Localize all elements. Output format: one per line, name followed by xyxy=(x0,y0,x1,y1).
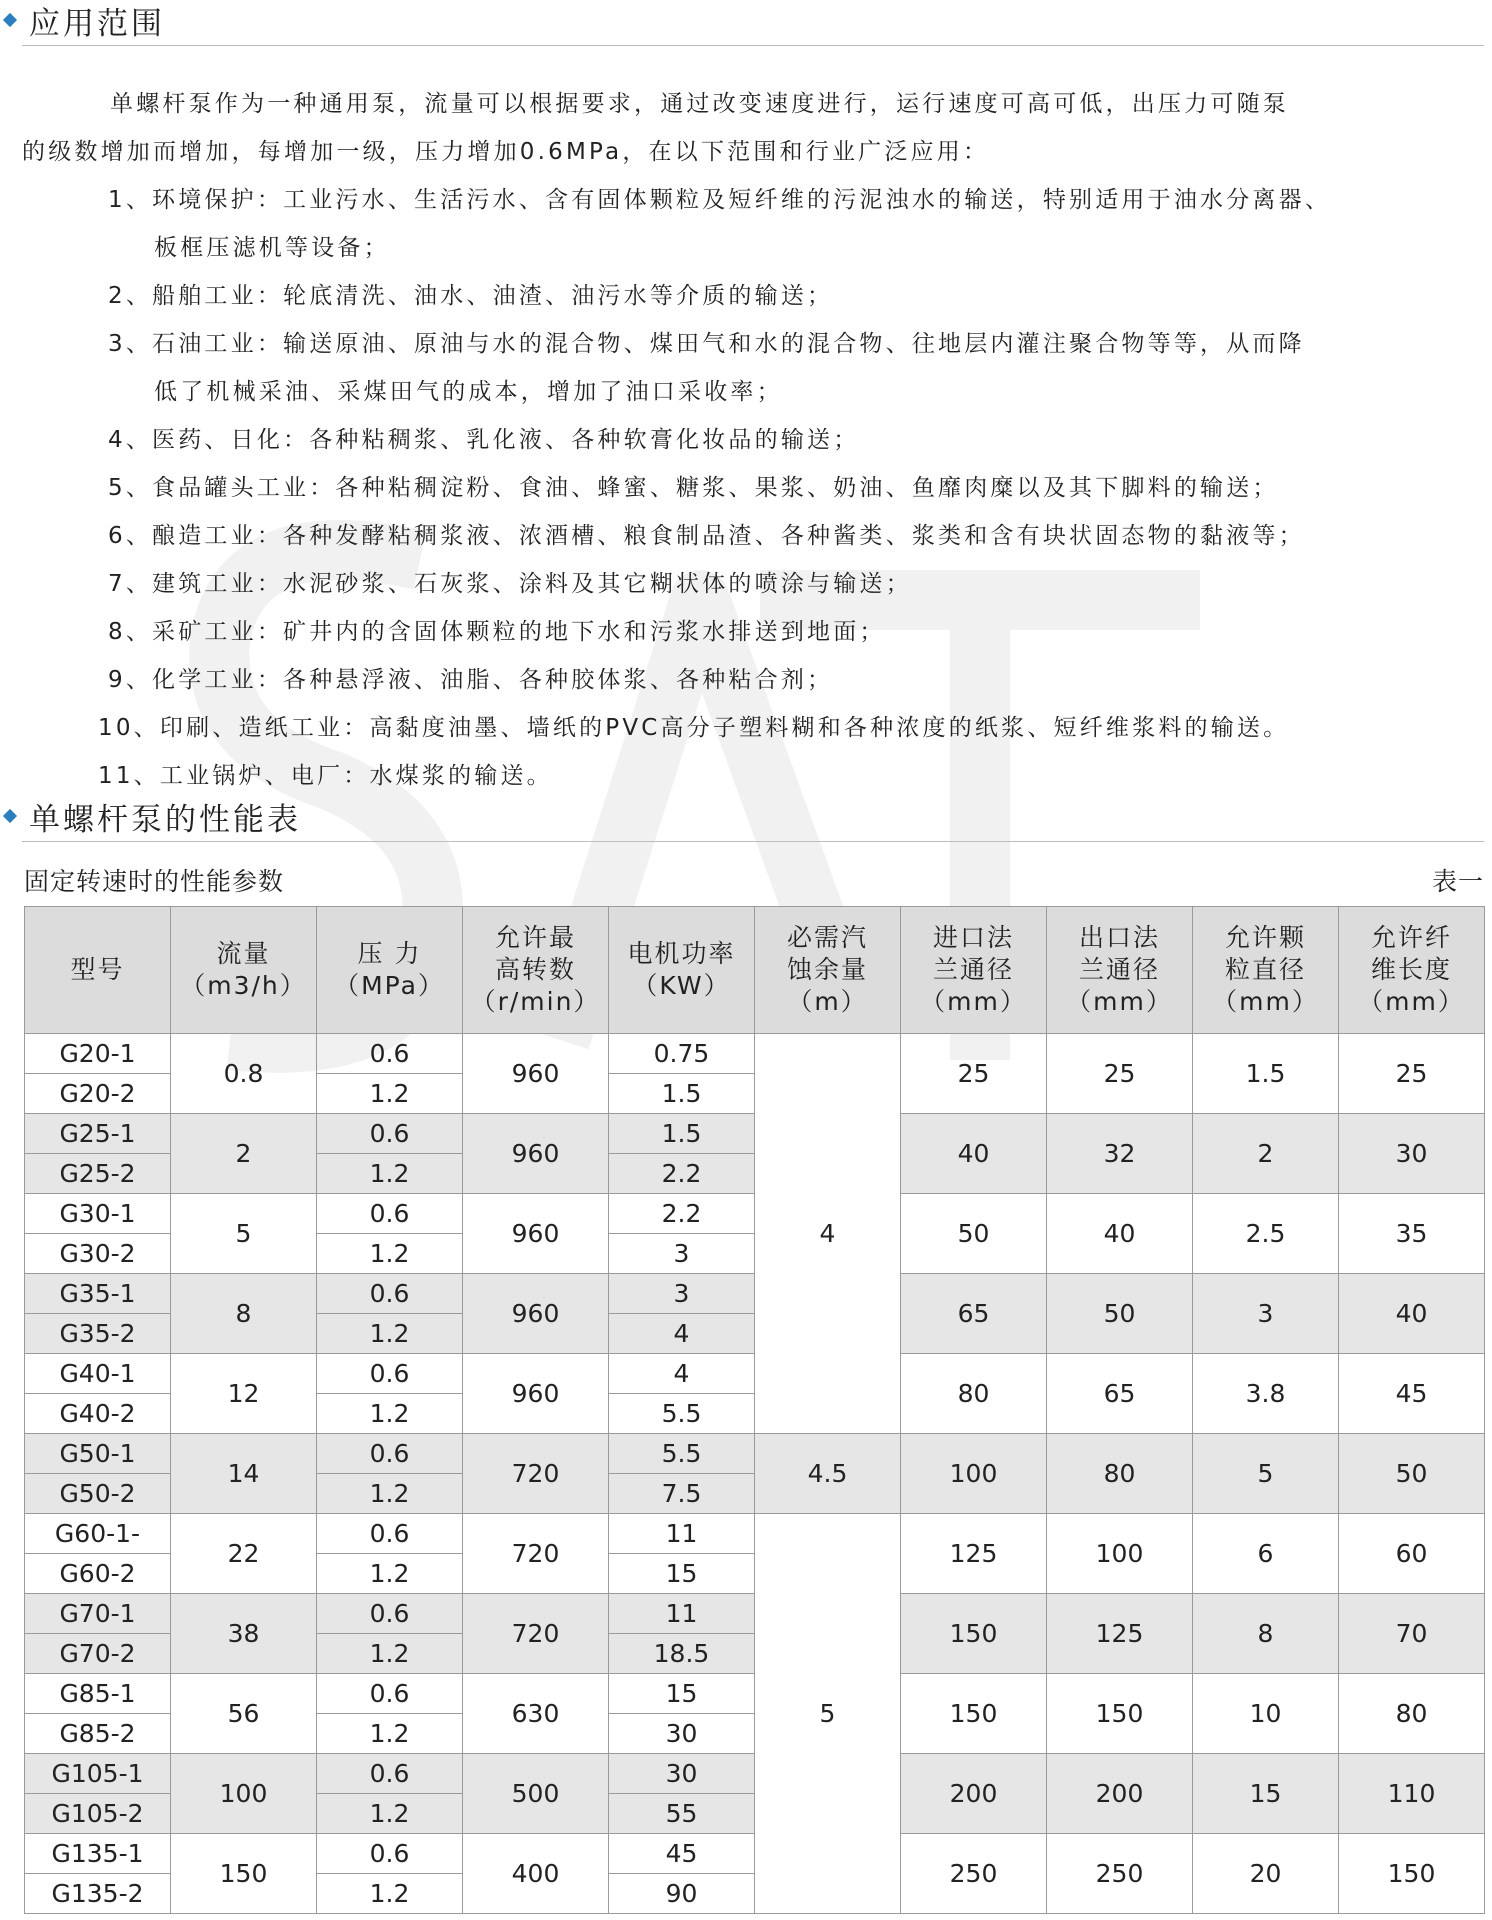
speed-cell: 720 xyxy=(463,1434,609,1514)
pressure-cell: 0.6 xyxy=(317,1434,463,1474)
pressure-cell: 1.2 xyxy=(317,1474,463,1514)
power-cell: 3 xyxy=(609,1274,755,1314)
pressure-cell: 1.2 xyxy=(317,1634,463,1674)
power-cell: 2.2 xyxy=(609,1194,755,1234)
power-cell: 4 xyxy=(609,1354,755,1394)
column-header-line: （mm） xyxy=(1358,987,1465,1016)
speed-cell: 960 xyxy=(463,1194,609,1274)
pressure-cell: 0.6 xyxy=(317,1514,463,1554)
fiber-cell: 45 xyxy=(1339,1354,1485,1434)
model-cell: G70-1 xyxy=(25,1594,171,1634)
list-item: 2、船舶工业：轮底清洗、油水、油渣、油污水等介质的输送； xyxy=(108,283,834,309)
list-item: 板框压滤机等设备； xyxy=(154,235,390,261)
column-header-line: 必需汽 xyxy=(786,923,868,952)
inlet-cell: 25 xyxy=(901,1034,1047,1114)
pressure-cell: 1.2 xyxy=(317,1314,463,1354)
power-cell: 15 xyxy=(609,1554,755,1594)
speed-cell: 500 xyxy=(463,1754,609,1834)
flow-cell: 22 xyxy=(171,1514,317,1594)
column-header-line: 蚀余量 xyxy=(786,955,868,984)
pressure-cell: 1.2 xyxy=(317,1074,463,1114)
fiber-cell: 40 xyxy=(1339,1274,1485,1354)
column-header-line: 允许最 xyxy=(494,923,576,952)
particle-cell: 8 xyxy=(1193,1594,1339,1674)
table-number: 表一 xyxy=(1431,867,1484,896)
column-header xyxy=(609,907,755,1034)
fiber-cell: 70 xyxy=(1339,1594,1485,1674)
column-header-line: （KW） xyxy=(632,971,731,1000)
speed-cell: 630 xyxy=(463,1674,609,1754)
pressure-cell: 0.6 xyxy=(317,1114,463,1154)
particle-cell: 3.8 xyxy=(1193,1354,1339,1434)
table-caption-row xyxy=(24,860,1484,900)
column-header-line: （MPa） xyxy=(334,971,445,1000)
outlet-cell: 32 xyxy=(1047,1114,1193,1194)
outlet-cell: 25 xyxy=(1047,1034,1193,1114)
list-item: 1、环境保护：工业污水、生活污水、含有固体颗粒及短纤维的污泥浊水的输送，特别适用于油水分离器、 xyxy=(108,187,1332,213)
speed-cell: 720 xyxy=(463,1594,609,1674)
pressure-cell: 0.6 xyxy=(317,1834,463,1874)
power-cell: 18.5 xyxy=(609,1634,755,1674)
inlet-cell: 150 xyxy=(901,1674,1047,1754)
outlet-cell: 125 xyxy=(1047,1594,1193,1674)
particle-cell: 2 xyxy=(1193,1114,1339,1194)
pressure-cell: 1.2 xyxy=(317,1554,463,1594)
flow-cell: 2 xyxy=(171,1114,317,1194)
inlet-cell: 40 xyxy=(901,1114,1047,1194)
particle-cell: 2.5 xyxy=(1193,1194,1339,1274)
inlet-cell: 50 xyxy=(901,1194,1047,1274)
inlet-cell: 125 xyxy=(901,1514,1047,1594)
list-item: 5、食品罐头工业：各种粘稠淀粉、食油、蜂蜜、糖浆、果浆、奶油、鱼靡肉糜以及其下脚料的输送； xyxy=(108,475,1279,501)
pressure-cell: 1.2 xyxy=(317,1394,463,1434)
outlet-cell: 250 xyxy=(1047,1834,1193,1914)
inlet-cell: 80 xyxy=(901,1354,1047,1434)
column-header xyxy=(25,907,171,1034)
column-header xyxy=(1193,907,1339,1034)
particle-cell: 5 xyxy=(1193,1434,1339,1514)
speed-cell: 400 xyxy=(463,1834,609,1914)
column-header-line: 出口法 xyxy=(1078,923,1160,952)
speed-cell: 960 xyxy=(463,1034,609,1114)
list-item: 10、印刷、造纸工业：高黏度油墨、墙纸的PVC高分子塑料糊和各种浓度的纸浆、短纤维浆料的输送。 xyxy=(98,715,1290,741)
particle-cell: 20 xyxy=(1193,1834,1339,1914)
list-item: 11、工业锅炉、电厂：水煤浆的输送。 xyxy=(98,763,553,789)
pressure-cell: 1.2 xyxy=(317,1874,463,1914)
npsh-cell: 4.5 xyxy=(755,1434,901,1514)
fiber-cell: 150 xyxy=(1339,1834,1485,1914)
column-header-line: 流量 xyxy=(216,939,271,968)
column-header-line: 兰通径 xyxy=(932,955,1014,984)
inlet-cell: 65 xyxy=(901,1274,1047,1354)
power-cell: 11 xyxy=(609,1514,755,1554)
particle-cell: 15 xyxy=(1193,1754,1339,1834)
column-header-line: 允许纤 xyxy=(1370,923,1452,952)
flow-cell: 12 xyxy=(171,1354,317,1434)
table-row xyxy=(25,1034,1485,1074)
column-header-line: 进口法 xyxy=(932,923,1014,952)
column-header xyxy=(1047,907,1193,1034)
pressure-cell: 0.6 xyxy=(317,1194,463,1234)
inlet-cell: 200 xyxy=(901,1754,1047,1834)
model-cell: G135-2 xyxy=(25,1874,171,1914)
power-cell: 1.5 xyxy=(609,1074,755,1114)
column-header xyxy=(317,907,463,1034)
speed-cell: 960 xyxy=(463,1354,609,1434)
section-header-applications xyxy=(0,0,1492,40)
list-item: 4、医药、日化：各种粘稠浆、乳化液、各种软膏化妆品的输送； xyxy=(108,427,860,453)
column-header xyxy=(463,907,609,1034)
flow-cell: 0.8 xyxy=(171,1034,317,1114)
fiber-cell: 35 xyxy=(1339,1194,1485,1274)
power-cell: 5.5 xyxy=(609,1394,755,1434)
section-title: 应用范围 xyxy=(29,5,165,42)
power-cell: 2.2 xyxy=(609,1154,755,1194)
flow-cell: 5 xyxy=(171,1194,317,1274)
model-cell: G35-1 xyxy=(25,1274,171,1314)
power-cell: 55 xyxy=(609,1794,755,1834)
list-item: 6、酿造工业：各种发酵粘稠浆液、浓酒槽、粮食制品渣、各种酱类、浆类和含有块状固态物的黏液等； xyxy=(108,523,1305,549)
pressure-cell: 0.6 xyxy=(317,1354,463,1394)
power-cell: 5.5 xyxy=(609,1434,755,1474)
flow-cell: 100 xyxy=(171,1754,317,1834)
column-header-line: 电机功率 xyxy=(627,939,736,968)
power-cell: 30 xyxy=(609,1754,755,1794)
model-cell: G60-1- xyxy=(25,1514,171,1554)
table-header-row xyxy=(25,907,1485,1034)
model-cell: G60-2 xyxy=(25,1554,171,1594)
pressure-cell: 1.2 xyxy=(317,1234,463,1274)
fiber-cell: 60 xyxy=(1339,1514,1485,1594)
npsh-cell: 5 xyxy=(755,1514,901,1914)
model-cell: G20-1 xyxy=(25,1034,171,1074)
power-cell: 30 xyxy=(609,1714,755,1754)
model-cell: G85-2 xyxy=(25,1714,171,1754)
model-cell: G20-2 xyxy=(25,1074,171,1114)
column-header-line: （m3/h） xyxy=(180,971,307,1000)
power-cell: 15 xyxy=(609,1674,755,1714)
list-item: 8、采矿工业：矿井内的含固体颗粒的地下水和污浆水排送到地面； xyxy=(108,619,886,645)
performance-table xyxy=(24,906,1485,1914)
column-header-line: （mm） xyxy=(1066,987,1173,1016)
model-cell: G70-2 xyxy=(25,1634,171,1674)
list-item: 低了机械采油、采煤田气的成本，增加了油口采收率； xyxy=(154,379,783,405)
model-cell: G25-1 xyxy=(25,1114,171,1154)
column-header-line: 粒直径 xyxy=(1224,955,1306,984)
power-cell: 45 xyxy=(609,1834,755,1874)
pressure-cell: 0.6 xyxy=(317,1594,463,1634)
table-row xyxy=(25,1514,1485,1554)
column-header-line: 兰通径 xyxy=(1078,955,1160,984)
outlet-cell: 100 xyxy=(1047,1514,1193,1594)
model-cell: G135-1 xyxy=(25,1834,171,1874)
pressure-cell: 0.6 xyxy=(317,1034,463,1074)
divider xyxy=(22,45,1484,46)
model-cell: G30-1 xyxy=(25,1194,171,1234)
list-item: 3、石油工业：输送原油、原油与水的混合物、煤田气和水的混合物、往地层内灌注聚合物等等，从而降 xyxy=(108,331,1305,357)
pressure-cell: 1.2 xyxy=(317,1794,463,1834)
fiber-cell: 30 xyxy=(1339,1114,1485,1194)
outlet-cell: 200 xyxy=(1047,1754,1193,1834)
fiber-cell: 80 xyxy=(1339,1674,1485,1754)
power-cell: 0.75 xyxy=(609,1034,755,1074)
intro-line-2: 的级数增加而增加，每增加一级，压力增加0.6MPa，在以下范围和行业广泛应用： xyxy=(22,139,990,165)
model-cell: G40-1 xyxy=(25,1354,171,1394)
list-item: 7、建筑工业：水泥砂浆、石灰浆、涂料及其它糊状体的喷涂与输送； xyxy=(108,571,912,597)
fiber-cell: 25 xyxy=(1339,1034,1485,1114)
column-header-line: （r/min） xyxy=(470,987,601,1016)
column-header xyxy=(1339,907,1485,1034)
model-cell: G105-2 xyxy=(25,1794,171,1834)
pressure-cell: 0.6 xyxy=(317,1274,463,1314)
column-header-line: （mm） xyxy=(1212,987,1319,1016)
section-header-performance xyxy=(0,796,1492,836)
diamond-bullet-icon xyxy=(3,13,17,27)
flow-cell: 56 xyxy=(171,1674,317,1754)
speed-cell: 960 xyxy=(463,1274,609,1354)
npsh-cell: 4 xyxy=(755,1034,901,1434)
speed-cell: 720 xyxy=(463,1514,609,1594)
speed-cell: 960 xyxy=(463,1114,609,1194)
model-cell: G50-1 xyxy=(25,1434,171,1474)
particle-cell: 1.5 xyxy=(1193,1034,1339,1114)
flow-cell: 38 xyxy=(171,1594,317,1674)
particle-cell: 10 xyxy=(1193,1674,1339,1754)
outlet-cell: 150 xyxy=(1047,1674,1193,1754)
column-header-line: 高转数 xyxy=(494,955,576,984)
flow-cell: 150 xyxy=(171,1834,317,1914)
section-title: 单螺杆泵的性能表 xyxy=(29,801,301,838)
fiber-cell: 50 xyxy=(1339,1434,1485,1514)
intro-line-1: 单螺杆泵作为一种通用泵，流量可以根据要求，通过改变速度进行，运行速度可高可低，出压力可随泵 xyxy=(110,91,1289,117)
outlet-cell: 80 xyxy=(1047,1434,1193,1514)
outlet-cell: 50 xyxy=(1047,1274,1193,1354)
pressure-cell: 1.2 xyxy=(317,1154,463,1194)
model-cell: G85-1 xyxy=(25,1674,171,1714)
model-cell: G105-1 xyxy=(25,1754,171,1794)
power-cell: 90 xyxy=(609,1874,755,1914)
inlet-cell: 100 xyxy=(901,1434,1047,1514)
diamond-bullet-icon xyxy=(3,809,17,823)
power-cell: 1.5 xyxy=(609,1114,755,1154)
power-cell: 4 xyxy=(609,1314,755,1354)
column-header-line: （mm） xyxy=(920,987,1027,1016)
model-cell: G40-2 xyxy=(25,1394,171,1434)
pressure-cell: 1.2 xyxy=(317,1714,463,1754)
column-header-line: 维长度 xyxy=(1370,955,1452,984)
particle-cell: 3 xyxy=(1193,1274,1339,1354)
particle-cell: 6 xyxy=(1193,1514,1339,1594)
list-item: 9、化学工业：各种悬浮液、油脂、各种胶体浆、各种粘合剂； xyxy=(108,667,834,693)
inlet-cell: 250 xyxy=(901,1834,1047,1914)
pressure-cell: 0.6 xyxy=(317,1754,463,1794)
power-cell: 3 xyxy=(609,1234,755,1274)
inlet-cell: 150 xyxy=(901,1594,1047,1674)
pressure-cell: 0.6 xyxy=(317,1674,463,1714)
column-header xyxy=(901,907,1047,1034)
column-header-line: 型号 xyxy=(70,955,125,984)
power-cell: 11 xyxy=(609,1594,755,1634)
flow-cell: 14 xyxy=(171,1434,317,1514)
flow-cell: 8 xyxy=(171,1274,317,1354)
column-header-line: 允许颗 xyxy=(1224,923,1306,952)
column-header xyxy=(171,907,317,1034)
outlet-cell: 40 xyxy=(1047,1194,1193,1274)
table-caption: 固定转速时的性能参数 xyxy=(24,867,285,896)
model-cell: G30-2 xyxy=(25,1234,171,1274)
model-cell: G35-2 xyxy=(25,1314,171,1354)
model-cell: G25-2 xyxy=(25,1154,171,1194)
fiber-cell: 110 xyxy=(1339,1754,1485,1834)
divider xyxy=(22,841,1484,842)
column-header-line: 压 力 xyxy=(357,939,422,968)
model-cell: G50-2 xyxy=(25,1474,171,1514)
column-header-line: （m） xyxy=(787,987,868,1016)
power-cell: 7.5 xyxy=(609,1474,755,1514)
outlet-cell: 65 xyxy=(1047,1354,1193,1434)
table-row xyxy=(25,1434,1485,1474)
column-header xyxy=(755,907,901,1034)
